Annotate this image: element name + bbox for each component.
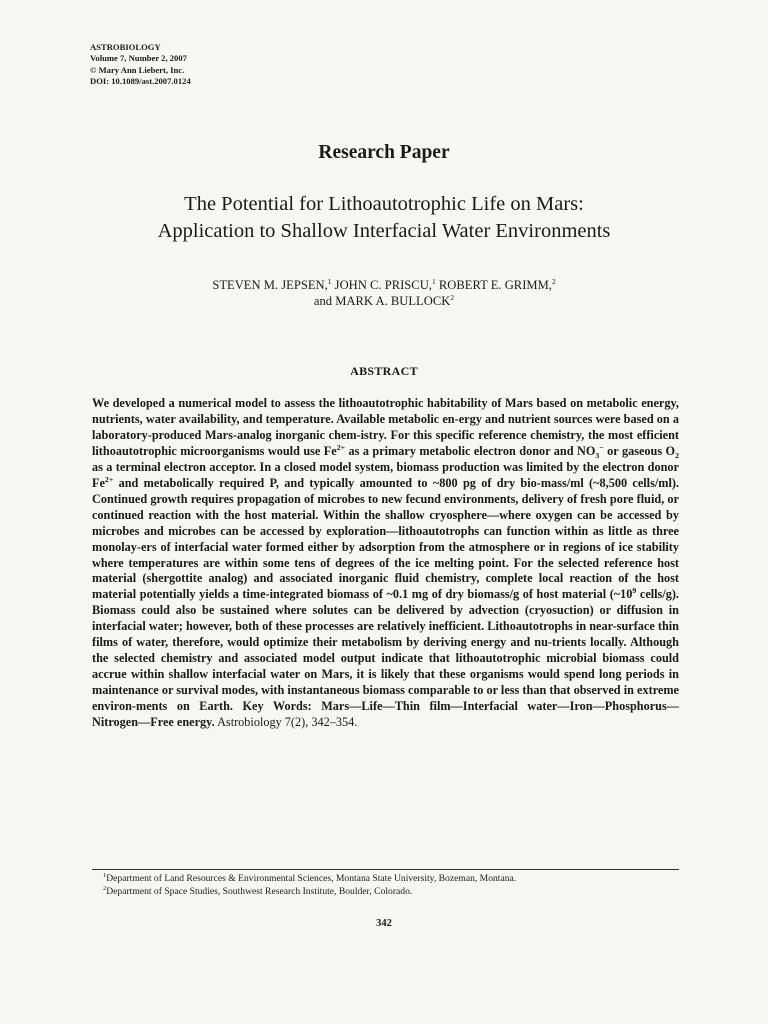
article-type-label: Research Paper — [318, 142, 450, 163]
journal-volume: Volume 7, Number 2, 2007 — [90, 53, 187, 64]
footnote-mark: 1 — [103, 872, 107, 879]
author-line — [60, 294, 708, 310]
author-line — [60, 278, 708, 294]
affiliation-mark: 2 — [450, 292, 455, 302]
footnote-mark: 2 — [103, 884, 107, 892]
journal-doi: DOI: 10.1089/ast.2007.0124 — [90, 76, 191, 87]
subscript: 2 — [675, 450, 679, 460]
author-name: JOHN C. PRISCU, — [334, 278, 432, 292]
footnote — [103, 873, 516, 886]
superscript: 2+ — [336, 442, 346, 452]
abstract-body — [92, 396, 679, 731]
paper-title — [60, 191, 708, 245]
affiliation-mark: 1 — [431, 277, 436, 286]
author-name: ROBERT E. GRIMM, — [438, 278, 552, 292]
footnote-divider — [92, 869, 679, 870]
superscript: 9 — [632, 586, 637, 596]
footnotes — [103, 873, 516, 898]
footnote-text: Department of Space Studies, Southwest Research Institute, Boulder, Colorado. — [106, 885, 413, 897]
journal-copyright: © Mary Ann Liebert, Inc. — [90, 64, 185, 75]
abstract-text: We developed a numerical model to assess the lithoautotrophic habitability of Mars based on metabolic energy, nutrients, water availability, and temperature. Available metabolic en-ergy and nutrient sources were based on a laboratory-produced Mars-analog inorganic chem-istry. For this specific reference chemistry, the most efficient lithoautotrophic microorganisms would use Fe — [92, 396, 679, 458]
footnote — [103, 886, 516, 899]
abstract-text: or gaseous O — [603, 443, 676, 458]
superscript: 2+ — [104, 474, 114, 484]
author-name: STEVEN M. JEPSEN, — [212, 278, 328, 292]
abstract-text: cells/g). Biomass could also be sustained where solutes can be delivered by advection (cryosuction) or diffusion in interfacial water; however, both of these processes are relatively inefficient. Lithoautotrophs in near-surface thin films of water, therefore, would optimize their metabolism by deriving energy and nu-trients locally. Although the selected chemistry and associated model output indicate that lithoautotrophic microbial biomass could accrue within shallow interfacial water on Mars, it is likely that these organisms would spend long periods in maintenance or survival modes, with instantaneous biomass comparable to or less than that observed in extreme environ-ments on Earth. Key Words: Mars—Life—Thin film—Interfacial water—Iron—Phosphorus—Nitrogen—Free energy. — [92, 587, 679, 730]
footnote-text: Department of Land Resources & Environmental Sciences, Montana State University, Bozeman, Montana. — [106, 873, 517, 884]
abstract-text: as a primary metabolic electron donor and NO — [345, 443, 596, 458]
author-name: and MARK A. BULLOCK — [313, 293, 451, 308]
affiliation-mark: 2 — [551, 277, 556, 286]
abstract-citation: Astrobiology 7(2), 342–354. — [214, 715, 358, 730]
author-list — [60, 278, 708, 309]
page-number: 342 — [376, 918, 392, 929]
title-line: The Potential for Lithoautotrophic Life on Mars: — [184, 193, 584, 215]
abstract-text: as a terminal electron acceptor. In a closed model system, biomass production was limited by the electron donor Fe — [92, 459, 679, 490]
journal-metadata — [90, 42, 191, 88]
title-line: Application to Shallow Interfacial Water Environments — [157, 220, 611, 242]
journal-name: ASTROBIOLOGY — [90, 42, 161, 52]
abstract-text: and metabolically required P, and typically amounted to ~800 pg of dry bio-mass/ml (~8,500 cells/ml). Continued growth requires propagation of microbes to new fecund environments, delivery of fresh pore fluid, or continued reaction with the host material. Within the shallow cryosphere—where oxygen can be accessed by microbes and microbes can be accessed by exploration—lithoautotrophs can function within as little as three monolay-ers of interfacial water formed either by adsorption from the atmosphere or in regions of ice stability where temperatures are within some tens of degrees of the ice melting point. For the selected reference host material (shergottite analog) and associated inorganic fluid chemistry, complete local reaction of the host material potentially yields a time-integrated biomass of ~0.1 mg of dry biomass/g of host material (~10 — [92, 475, 679, 602]
abstract-heading: ABSTRACT — [350, 364, 418, 378]
affiliation-mark: 1 — [327, 277, 332, 286]
superscript: − — [599, 442, 604, 452]
subscript: 3 — [595, 450, 600, 460]
